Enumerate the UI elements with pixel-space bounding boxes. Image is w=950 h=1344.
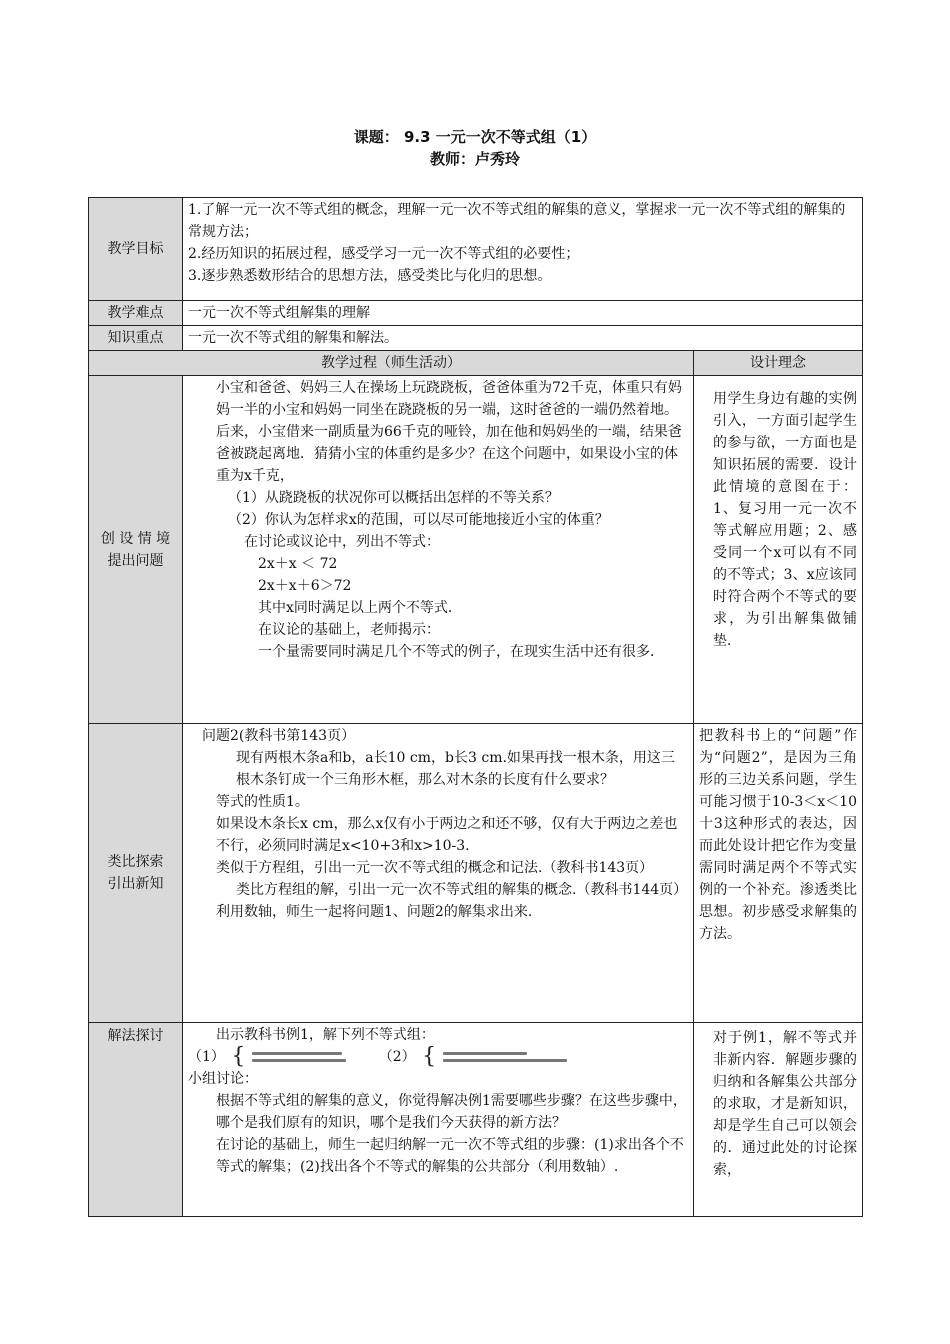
activity-line: 在讨论或议论中，列出不等式： — [244, 534, 440, 550]
process-header-row — [89, 351, 863, 376]
section-row — [89, 724, 863, 1023]
activity-line: （1）从跷跷板的状况你可以概括出怎样的不等关系？ — [228, 490, 559, 506]
objective-item: 3.逐步熟悉数形结合的思想方法，感受类比与化归的思想。 — [188, 268, 552, 284]
activity-line: 其中x同时满足以上两个不等式． — [258, 600, 462, 616]
activity-line: 问题2(教科书第143页） — [202, 728, 356, 744]
activity-line: 小宝和爸爸、妈妈三人在操场上玩跷跷板，爸爸体重为72千克，体重只有妈妈一半的小宝和妈妈一同坐在跷跷板的另一端，这时爸爸的一端仍然着地。后来，小宝借来一副质量为66千克的哑铃，加在他和妈妈坐的一端，结果爸爸被跷起离地．猜猜小宝的体重约是多少？在这个问题中，如果设小宝的体重为x千克， — [216, 380, 682, 484]
objective-item: 1.了解一元一次不等式组的概念，理解一元一次不等式组的解集的意义，掌握求一元一次不等式组的解集的常规方法； — [188, 202, 846, 240]
teacher-name: 教师：卢秀玲 — [429, 150, 520, 168]
key-point-label: 知识重点 — [89, 326, 183, 351]
activity-line: 利用数轴，师生一起将问题1、问题2的解集求出来. — [216, 904, 533, 920]
section-rationale: 把教科书上的“问题”作为“问题2”，是因为三角形的三边关系问题，学生可能习惯于10-3＜x＜10十3这种形式的表达，因而此处设计把它作为变量需同时满足两个不等式实例的一个补充。渗透类比思想。初步感受求解集的方法。 — [694, 724, 863, 1023]
activity-line: 如果设木条长x cm，那么x仅有小于两边之和还不够，仅有大于两边之差也不行，必须同时满足x<10+3和x>10-3. — [216, 816, 678, 854]
section-label: 类比探索 引出新知 — [89, 724, 183, 1023]
activity-line: 现有两根木条a和b，a长10 cm，b长3 cm.如果再找一根木条，用这三根木条钉成一个三角形木框，那么对木条的长度有什么要求？ — [236, 750, 675, 788]
section-row — [89, 376, 863, 724]
activity-line: 一个量需要同时满足几个不等式的例子，在现实生活中还有很多． — [258, 644, 664, 660]
activity-line: 在议论的基础上，老师揭示： — [258, 622, 440, 638]
key-point-row — [89, 326, 863, 351]
difficulty-row — [89, 301, 863, 326]
process-rationale-header: 设计理念 — [694, 351, 863, 376]
inequality-system-image — [252, 1050, 348, 1064]
activity-line: 类似于方程组，引出一元一次不等式组的概念和记法.（教科书143页） — [216, 860, 654, 876]
difficulty-text: 一元一次不等式组解集的理解 — [183, 301, 863, 326]
objectives-content — [183, 198, 863, 301]
section-label: 解法探讨 — [89, 1023, 183, 1217]
difficulty-label: 教学难点 — [89, 301, 183, 326]
example-label-1: （1） — [188, 1049, 225, 1065]
key-point-text: 一元一次不等式组的解集和解法。 — [183, 326, 863, 351]
section-row — [89, 1023, 863, 1217]
objectives-row — [89, 198, 863, 301]
section-activity — [183, 1023, 694, 1217]
section-rationale: 用学生身边有趣的实例引入，一方面引起学生的参与欲，一方面也是知识拓展的需要．设计此情境的意图在于：1、复习用一元一次不等式解应用题；2、感受同一个x可以有不同的不等式；3、x应该同时符合两个不等式的要求，为引出解集做铺垫． — [694, 376, 863, 724]
section-label: 创 设 情 境 提出问题 — [89, 376, 183, 724]
section-rationale: 对于例1，解不等式并非新内容．解题步骤的归纳和各解集公共部分的求取，才是新知识，却是学生自己可以领会的．通过此处的讨论探索， — [694, 1023, 863, 1217]
activity-line: 类比方程组的解，引出一元一次不等式组的解集的概念.（教科书144页） — [236, 882, 688, 898]
objective-item: 2.经历知识的拓展过程，感受学习一元一次不等式组的必要性； — [188, 246, 580, 262]
lesson-plan-table — [88, 197, 863, 1217]
section-activity — [183, 724, 694, 1023]
inequality-2: 2x＋x＋6＞72 — [258, 578, 352, 594]
page-title — [0, 126, 950, 170]
activity-line: （2）你认为怎样求x的范围，可以尽可能地接近小宝的体重？ — [228, 512, 609, 528]
activity-line: 小组讨论： — [188, 1071, 258, 1087]
process-activity-header: 教学过程（师生活动） — [89, 351, 694, 376]
example-label-2: （2） — [378, 1049, 416, 1065]
activity-line: 在讨论的基础上，师生一起归纳解一元一次不等式组的步骤：(1)求出各个不等式的解集；(2)找出各个不等式的解集的公共部分（利用数轴）. — [216, 1137, 684, 1175]
objectives-label: 教学目标 — [89, 198, 183, 301]
brace-icon: { — [422, 1044, 437, 1069]
activity-line: 出示教科书例1，解下列不等式组： — [216, 1027, 435, 1043]
section-activity — [183, 376, 694, 724]
inequality-1: 2x＋x ＜ 72 — [258, 556, 338, 572]
brace-icon: { — [231, 1044, 246, 1069]
activity-line: 等式的性质1。 — [216, 794, 309, 810]
example-systems — [188, 1046, 688, 1068]
activity-line: 根据不等式组的解集的意义，你觉得解决例1需要哪些步骤？在这些步骤中，哪个是我们原有的知识，哪个是我们今天获得的新方法？ — [216, 1093, 687, 1131]
inequality-system-image — [443, 1050, 571, 1064]
course-title: 课题： 9.3 一元一次不等式组（1） — [353, 128, 597, 146]
